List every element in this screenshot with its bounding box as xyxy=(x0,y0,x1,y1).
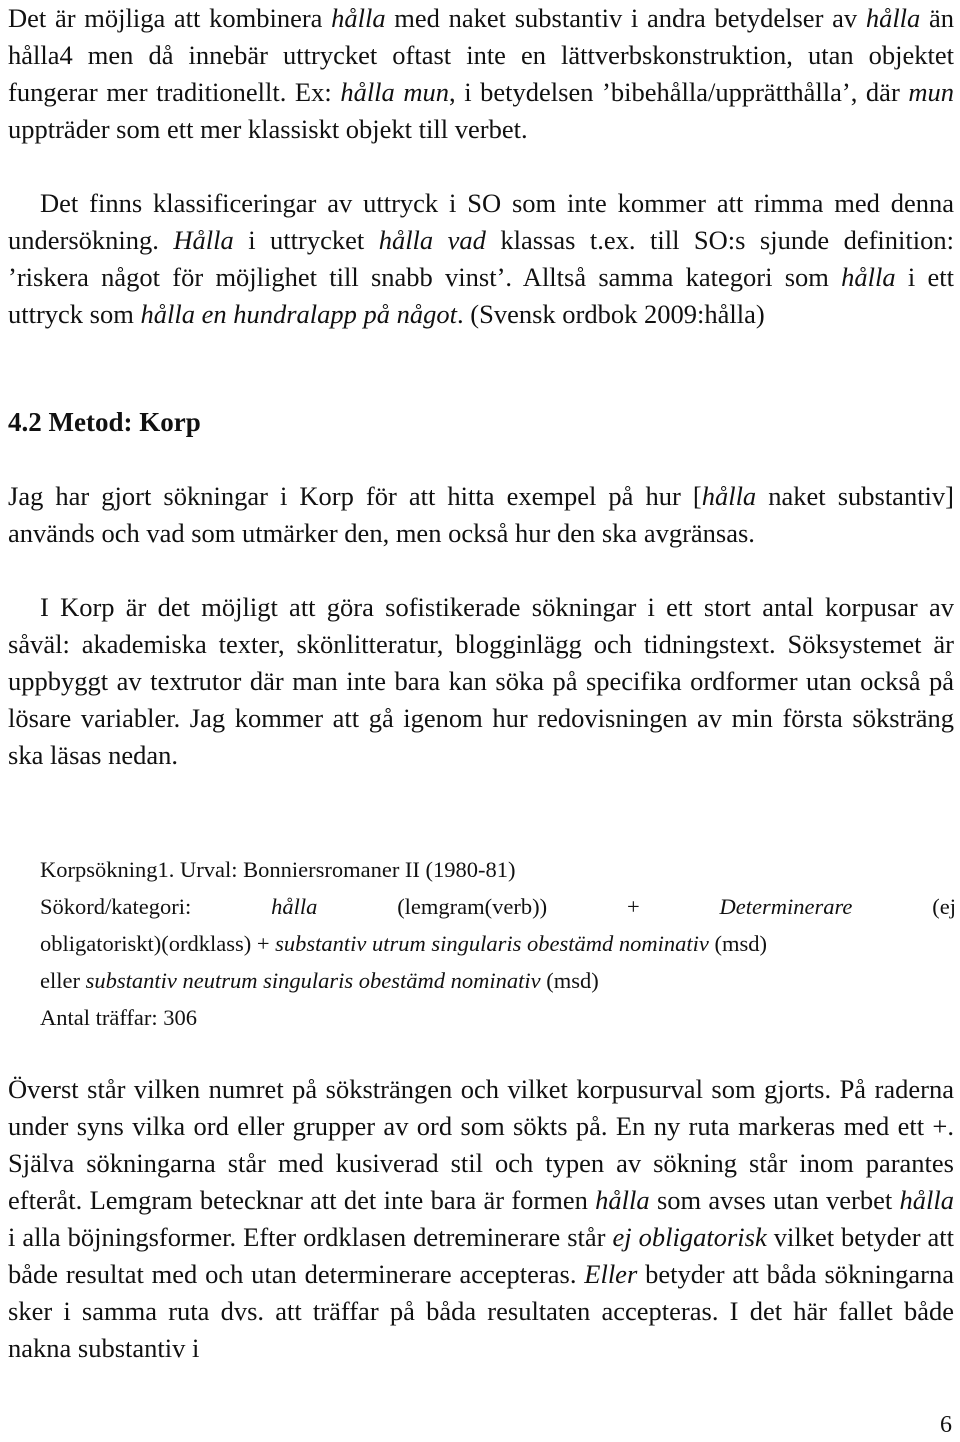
text-run: (msd) xyxy=(540,968,599,993)
text-run: betyder att båda sökningarna sker i samma ruta dvs. att träffar på båda resultaten accepteras. I det här fallet både nakna substantiv i xyxy=(8,1259,954,1363)
search-keyword-line xyxy=(40,888,956,925)
text-run-italic: substantiv utrum singularis obestämd nominativ xyxy=(275,931,709,956)
text-run-italic: hålla xyxy=(899,1185,954,1215)
search-hit-count-line: Antal träffar: 306 xyxy=(40,1005,198,1030)
text-run-italic: hålla xyxy=(865,3,921,33)
paragraph-search-explanation xyxy=(8,1071,954,1367)
text-run-italic: hålla vad xyxy=(378,225,486,255)
text-run-italic: ej obligatorisk xyxy=(612,1222,767,1252)
section-heading: 4.2 Metod: Korp xyxy=(8,407,201,437)
text-run-italic: mun xyxy=(908,77,954,107)
text-run: (ej xyxy=(932,894,956,919)
paragraph-halla-meanings xyxy=(8,0,954,148)
search-header-line: Korpsökning1. Urval: Bonniersromaner II (1980-81) xyxy=(40,857,516,882)
text-run: vilket betyder att både resultat med och utan determinerare accepteras. xyxy=(8,1222,954,1289)
text-run-italic: Determinerare xyxy=(719,894,853,919)
text-run: + xyxy=(626,894,640,919)
search-alternative-line xyxy=(40,962,956,999)
paragraph-so-classification xyxy=(8,185,954,333)
text-run: Det finns klassificeringar av uttryck i SO som inte kommer att rimma med denna undersökning. xyxy=(8,188,954,255)
text-run: . (Svensk ordbok 2009:hålla) xyxy=(457,299,765,329)
text-run-italic: hålla en hundralapp på något xyxy=(140,299,458,329)
text-run-italic: hålla xyxy=(841,262,896,292)
text-run: Det är möjliga att kombinera xyxy=(8,3,332,33)
paragraph-korp-description xyxy=(8,589,954,774)
paragraph-korp-intro xyxy=(8,478,954,552)
text-run-italic: Hålla xyxy=(173,225,234,255)
search-query-block xyxy=(40,851,956,1036)
text-run: , i betydelsen ’bibehålla/upprätthålla’, där xyxy=(449,77,909,107)
text-run-italic: hålla mun xyxy=(340,77,449,107)
text-run: som avses utan verbet xyxy=(649,1185,900,1215)
text-run: Jag har gjort sökningar i Korp för att hitta exempel på hur [ xyxy=(8,481,702,511)
text-run: naket substantiv] används och vad som utmärker den, men också hur den ska avgränsas. xyxy=(8,481,954,548)
text-run: I Korp är det möjligt att göra sofistikerade sökningar i ett stort antal korpusar av såväl: akademiska texter, skönlitteratur, blogginlägg och tidningstext. Söksystemet är uppbyggt av textrutor där man inte bara kan söka på specifika ordformer utan också på lösare variabler. Jag kommer att gå igenom hur redovisningen av min första söksträng ska läsas nedan. xyxy=(8,592,954,770)
text-run: (msd) xyxy=(708,931,768,956)
text-run-italic: hålla xyxy=(701,481,757,511)
text-run-italic: hålla xyxy=(595,1185,650,1215)
text-run: klassas t.ex. till SO:s sjunde definition: ’riskera något för möjlighet till snabb vinst’. Alltså samma kategori som xyxy=(8,225,954,292)
text-run: uppträder som ett mer klassiskt objekt till verbet. xyxy=(8,114,528,144)
text-run: än hålla4 men då innebär uttrycket oftast inte en lättverbskonstruktion, utan objektet fungerar mer traditionellt. Ex: xyxy=(8,3,955,107)
text-run: Överst står vilken numret på söksträngen och vilket korpusurval som gjorts. På raderna under syns vilka ord eller grupper av ord som sökts på. En ny ruta markeras med ett +. Själva sökningarna står med kusiverad stil och typen av sökning står inom parantes efteråt. Lemgram betecknar att det inte bara är formen xyxy=(8,1074,954,1215)
text-run: (lemgram(verb)) xyxy=(397,894,548,919)
text-run-italic: hålla xyxy=(271,894,318,919)
search-wordclass-line xyxy=(40,925,956,962)
text-run: med naket substantiv i andra betydelser av xyxy=(385,3,866,33)
text-run: Sökord/kategori: xyxy=(40,894,192,919)
text-run-italic: hålla xyxy=(331,3,386,33)
text-run-italic: Eller xyxy=(584,1259,638,1289)
text-run-italic: substantiv neutrum singularis obestämd nominativ xyxy=(85,968,541,993)
text-run: obligatoriskt)(ordklass) + xyxy=(40,931,276,956)
text-run: i alla böjningsformer. Efter ordklasen detreminerare står xyxy=(8,1222,613,1252)
text-run: i uttrycket xyxy=(233,225,379,255)
text-run: eller xyxy=(40,968,86,993)
text-run: i ett uttryck som xyxy=(8,262,955,329)
page-number: 6 xyxy=(940,1412,952,1438)
